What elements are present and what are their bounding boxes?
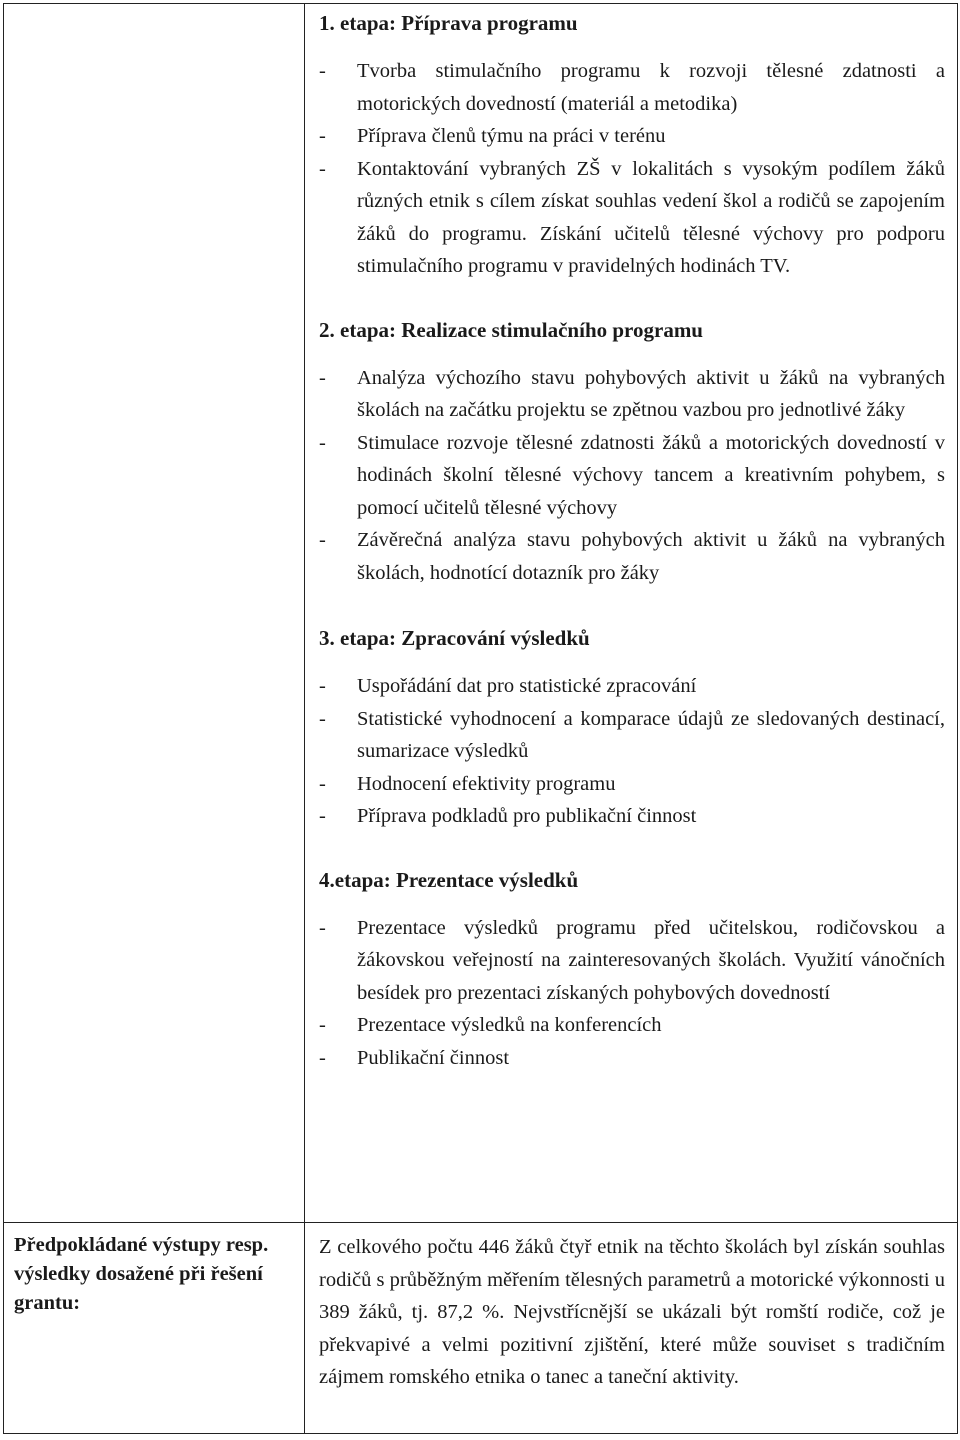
list-item: - Příprava členů týmu na práci v terénu (319, 120, 945, 153)
stage-title: 1. etapa: Příprava programu (319, 11, 578, 35)
table-row (4, 4, 958, 1223)
left-cell-empty (4, 4, 305, 1223)
stage-items (319, 362, 945, 590)
stage-1 (319, 10, 945, 283)
list-item: - Stimulace rozvoje tělesné zdatnosti žáků a motorických dovedností v hodinách školní tělesné výchovy tancem a kreativním pohybem, s pomocí učitelů tělesné výchovy (319, 427, 945, 525)
list-item: - Analýza výchozího stavu pohybových aktivit u žáků na vybraných školách na začátku projektu se zpětnou vazbou pro jednotlivé žáky (319, 362, 945, 427)
list-item: - Statistické vyhodnocení a komparace údajů ze sledovaných destinací, sumarizace výsledků (319, 703, 945, 768)
list-item: - Publikační činnost (319, 1042, 945, 1075)
stage-title: 4.etapa: Prezentace výsledků (319, 867, 579, 892)
outputs-label: Předpokládané výstupy resp. výsledky dosažené při řešení grantu: (14, 1234, 269, 1314)
list-item: - Závěrečná analýza stavu pohybových aktivit u žáků na vybraných školách, hodnotící dotazník pro žáky (319, 524, 945, 589)
outputs-label-cell (4, 1223, 305, 1434)
stage-title: 2. etapa: Realizace stimulačního programu (319, 317, 703, 342)
list-item: - Prezentace výsledků na konferencích (319, 1009, 945, 1042)
stage-title: 3. etapa: Zpracování výsledků (319, 626, 590, 650)
list-item: - Kontaktování vybraných ZŠ v lokalitách s vysokým podílem žáků různých etnik s cílem získat souhlas vedení škol a rodičů se zapojením žáků do programu. Získání učitelů tělesné výchovy pro podporu stimulačního programu v pravidelných hodinách TV. (319, 153, 945, 283)
stages-cell (305, 4, 958, 1223)
stage-items (319, 55, 945, 283)
list-item: - Uspořádání dat pro statistické zpracování (319, 670, 945, 703)
list-item: - Prezentace výsledků programu před učitelskou, rodičovskou a žákovskou veřejností na zainteresovaných školách. Využití vánočních besídek pro prezentaci získaných pohybových dovedností (319, 912, 945, 1010)
stage-items (319, 670, 945, 833)
outputs-text: Z celkového počtu 446 žáků čtyř etnik na těchto školách byl získán souhlas rodičů s průběžným měřením tělesných parametrů a motorické výkonnosti u 389 žáků, tj. 87,2 %. Nejvstřícnější se ukázali být romští rodiče, což je překvapivé a velmi pozitivní zjištění, které může souviset s tradičním zájmem romského etnika o tanec a taneční aktivity. (319, 1236, 945, 1388)
table-row (4, 1223, 958, 1434)
stage-4 (319, 867, 945, 1075)
list-item: - Hodnocení efektivity programu (319, 768, 945, 801)
list-item: - Příprava podkladů pro publikační činnost (319, 800, 945, 833)
outputs-text-cell (305, 1223, 958, 1434)
stage-items (319, 912, 945, 1075)
stage-3 (319, 625, 945, 833)
document-page (3, 3, 957, 1437)
stage-2 (319, 317, 945, 590)
grant-table (3, 3, 958, 1434)
list-item: - Tvorba stimulačního programu k rozvoji tělesné zdatnosti a motorických dovedností (materiál a metodika) (319, 55, 945, 120)
